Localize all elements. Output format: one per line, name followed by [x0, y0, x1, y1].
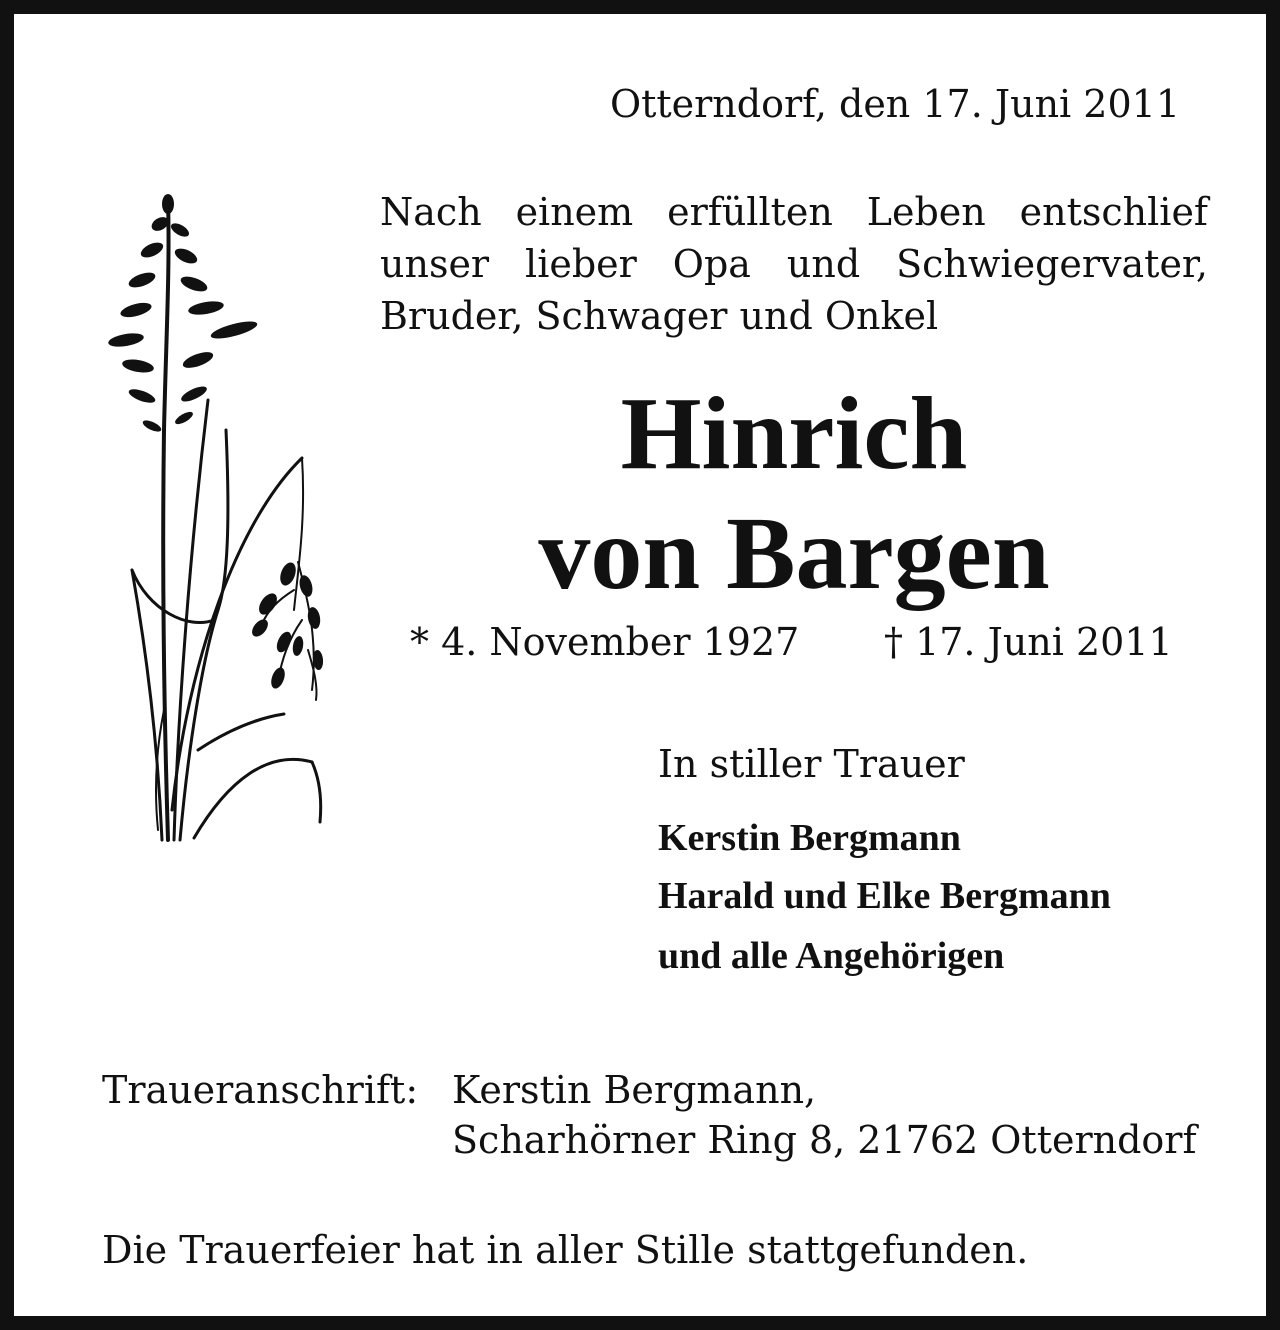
address-line: Scharhörner Ring 8, 21762 Otterndorf: [452, 1118, 1197, 1162]
closing-note: Die Trauerfeier hat in aller Stille stattgefunden.: [102, 1228, 1029, 1272]
intro-text: [380, 186, 1208, 342]
mourner-name: und alle Angehörigen: [658, 935, 1005, 977]
address-label: Traueranschrift:: [102, 1068, 419, 1112]
death-date: † 17. Juni 2011: [884, 620, 1173, 664]
intro-line: Bruder, Schwager und Onkel: [380, 294, 939, 338]
deceased-first-name: Hinrich: [620, 376, 968, 491]
mourning-label: In stiller Trauer: [658, 742, 965, 786]
place-date: Otterndorf, den 17. Juni 2011: [609, 82, 1180, 126]
address-line: Kerstin Bergmann,: [452, 1068, 817, 1112]
deceased-last-name: von Bargen: [538, 496, 1050, 611]
birth-date: * 4. November 1927: [410, 620, 800, 664]
intro-line: unser lieber Opa und Schwiegervater,: [380, 242, 1208, 286]
mourner-name: Harald und Elke Bergmann: [658, 875, 1111, 917]
intro-line: Nach einem erfüllten Leben entschlief: [380, 190, 1208, 234]
mourner-name: Kerstin Bergmann: [658, 817, 961, 859]
grass-icon: [98, 190, 334, 850]
